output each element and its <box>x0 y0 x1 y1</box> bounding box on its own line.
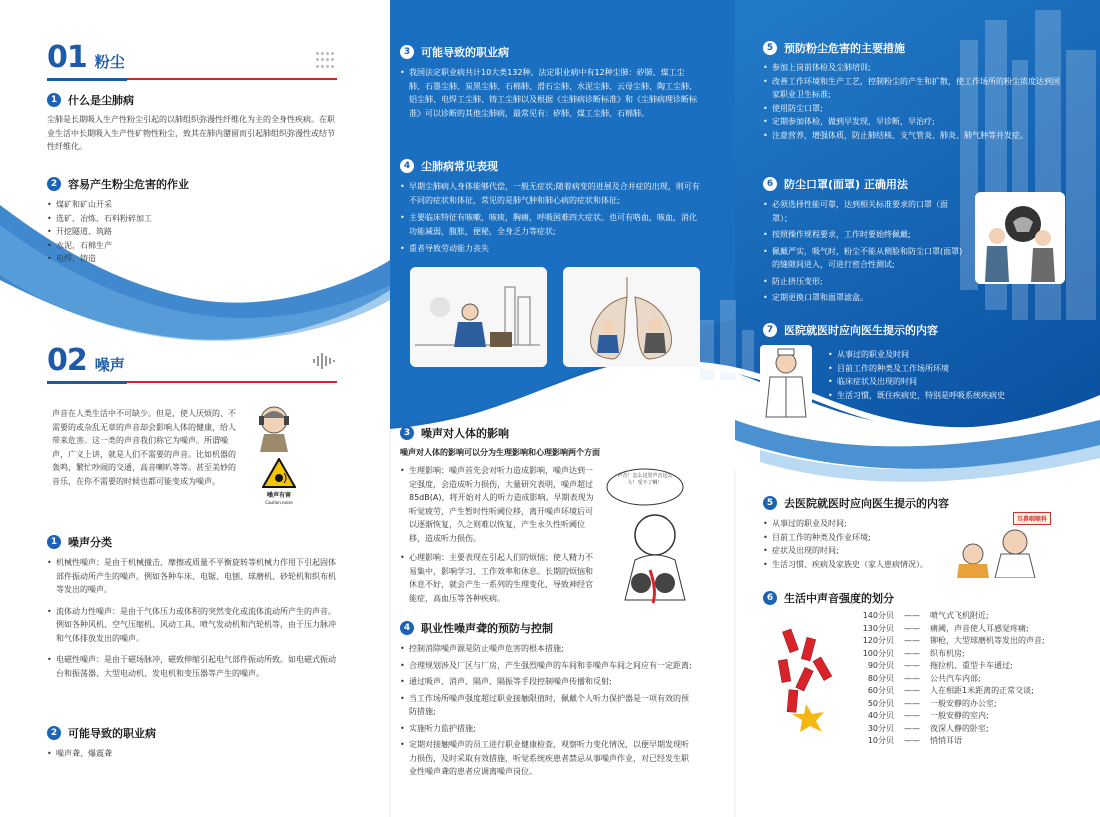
list-item: • 实施听力监护措施; <box>400 722 695 736</box>
list-item: • 改善工作环境和生产工艺，控制粉尘的产生和扩散，使工作场所的粉尘浓度达到国家职业卫生标准; <box>763 75 1063 102</box>
list-item: • 机械性噪声：是由于机械撞击、摩擦或质量不平衡旋转等机械力作用下引起固体部件振动所产生的噪声。例如各种车床、电锯、电刨、球磨机、砂轮机和织布机等发出的噪声。 <box>47 556 337 597</box>
list-item: • 生活习惯，既往疾病史，特别是呼吸系统疾病史 <box>828 389 1078 403</box>
list-item: • 生理影响：噪声首先会对听力造成影响，噪声达到一定强度，会造成听力损伤，大量研究表明，噪声超过85dB(A)，将开始对人的听力造成影响。早期表现为听觉疲劳，产生暂时性听阈位移，离开噪声环境后可以逐渐恢复，久之则难以恢复，产生永久性听阈位移，造成听力损伤。 <box>400 464 600 545</box>
list-item: • 生活习惯、疾病及家族史（家人患病情况）。 <box>763 558 1063 572</box>
q-title: 职业性噪声聋的预防与控制 <box>421 622 553 635</box>
q-title: 生活中声音强度的划分 <box>784 592 894 605</box>
list-item: • 参加上岗前体检及尘肺培训; <box>763 61 1063 75</box>
list-item: • 防止挤压变形; <box>763 275 963 289</box>
section-number: 02 <box>47 343 87 378</box>
title-underline-red <box>127 381 337 383</box>
title-underline <box>47 78 127 81</box>
sound-level-row: 90分贝 —— 拖拉机、重型卡车通过; <box>867 661 1013 670</box>
sound-level-row: 50分贝 —— 一般安静的办公室; <box>867 698 997 708</box>
title-underline <box>47 381 127 384</box>
ent-doctor-illustration <box>945 510 1055 578</box>
list-item: • 主要临床特征有咳嗽，咳痰，胸痛，呼吸困难四大症状。也可有咯血，咳血，消化功能减弱，腹胀，便秘，全身乏力等症状; <box>400 211 700 238</box>
doctor-illustration <box>760 345 812 420</box>
dusty-worker-illustration <box>410 267 547 367</box>
q-title: 什么是尘肺病 <box>68 94 134 107</box>
section-title: 粉尘 <box>94 53 125 71</box>
number-badge: 4 <box>400 621 414 635</box>
s1-q7 <box>763 322 1063 338</box>
mask-illustration <box>975 192 1065 284</box>
q-title: 容易产生粉尘危害的作业 <box>68 178 189 191</box>
list-item: • 从事过的职业及时间; <box>763 517 1063 531</box>
q-title: 医院就医时应向医生提示的内容 <box>784 324 938 337</box>
warning-triangle-icon <box>262 458 296 488</box>
list-item: • 电焊，铸造 <box>47 252 337 266</box>
headache-man-illustration <box>605 465 700 605</box>
list-item: • 目前工作的种类及工作场所环境 <box>828 362 1078 376</box>
list-item: • 定期更换口罩和面罩滤盒。 <box>763 291 963 305</box>
s1-q6 <box>763 176 963 305</box>
number-badge: 7 <box>763 323 777 337</box>
title-underline-red <box>127 78 337 80</box>
sound-level-row: 140分贝 —— 喷气式飞机附近; <box>862 611 989 620</box>
number-badge: 3 <box>400 45 414 59</box>
sign-sublabel: Caution,noise <box>265 500 293 505</box>
list-item: • 注意营养，增强体质，防止肺结核、支气管炎、肺炎、肺气肿等并发症。 <box>763 129 1063 143</box>
list-item: • 目前工作的种类及作业环境; <box>763 531 1063 545</box>
sign-label: 噪声有害 <box>266 492 291 499</box>
list-item: • 通过吸声、消声、隔声、隔振等手段控制噪声传播和反射; <box>400 675 695 689</box>
list-item: • 心理影响：主要表现在引起人们的烦恼；使人精力不易集中，影响学习、工作效率和休息。长期的烦恼和休息不好，就会产生一系列的生理变化，导致神经官能症，高血压等各种疾病。 <box>400 551 600 605</box>
number-badge: 4 <box>400 159 414 173</box>
s2-q4 <box>400 620 695 779</box>
noisy-man-illustration <box>250 400 298 452</box>
list-item: • 佩戴严实，吸气时，粉尘不能从侧脸和防尘口罩(面罩)的缝隙间进入，可进行密合性测试; <box>763 245 963 272</box>
noise-intro: 声音在人类生活中不可缺少。但是，使人厌烦的、不需要的或杂乱无章的声音却会影响人体的健康，给人带来危害。这一类的声音我们称它为噪声。所谓噪声，广义上讲，就是人们不需要的声音。比如机器的轰鸣，繁忙吵闹的交通，高音喇叭等等。甚至美妙的音乐，在你不需要的时候也都可能变成为噪声。 <box>52 409 236 486</box>
number-badge: 1 <box>47 93 61 107</box>
list-item: • 我国法定职业病共计10大类132种。法定职业病中有12种尘肺：矽肺、煤工尘肺、石墨尘肺、炭黑尘肺、石棉肺、滑石尘肺、水泥尘肺、云母尘肺、陶工尘肺、铝尘肺、电焊工尘肺、铸工尘肺以及根据《尘肺病诊断标准》和《尘肺病理诊断标准》可以诊断的其他尘肺病，最常见有：矽肺、煤工尘肺、石棉肺。 <box>400 66 700 120</box>
s1-q1 <box>47 92 337 154</box>
number-badge: 2 <box>47 177 61 191</box>
list-item: • 症状及出现的时间; <box>763 544 1063 558</box>
list-item: • 临床症状及出现的时间 <box>828 375 1078 389</box>
q-title: 防尘口罩(面罩) 正确用法 <box>784 178 908 191</box>
q-subtitle: 噪声对人体的影响可以分为生理影响和心理影响两个方面 <box>400 448 600 457</box>
section-02-header <box>47 343 125 378</box>
s1-q5 <box>763 40 1063 142</box>
sound-level-row: 60分贝 —— 人在相距1米距离的正常交谈; <box>867 686 1034 695</box>
sound-level-list <box>858 610 1045 748</box>
list-item: • 必须选择性能可靠，达到相关标准要求的口罩（面罩）； <box>763 198 963 225</box>
q-title: 噪声对人体的影响 <box>421 427 509 440</box>
list-item: • 使用防尘口罩; <box>763 102 1063 116</box>
sound-level-row: 30分贝 —— 夜深人静的卧室; <box>867 723 989 733</box>
q-title: 噪声分类 <box>68 536 112 549</box>
list-item: • 合理规划涉及厂区与厂房，产生强烈噪声的车间和非噪声车间之间应有一定距离; <box>400 659 695 673</box>
s2-q6 <box>763 590 1063 606</box>
sound-level-row: 120分贝 —— 铆枪，大型球磨机等发出的声音; <box>862 636 1045 645</box>
ent-department-sign: 耳鼻咽喉科 <box>1013 512 1051 525</box>
q-title: 可能导致的职业病 <box>68 727 156 740</box>
list-item: • 开挖隧道、筑路 <box>47 225 337 239</box>
number-badge: 1 <box>47 535 61 549</box>
q-title: 可能导致的职业病 <box>421 46 509 59</box>
section-title: 噪声 <box>94 356 125 374</box>
section-number: 01 <box>47 40 87 75</box>
list-item: • 水泥，石棉生产 <box>47 239 337 253</box>
q-title: 预防粉尘危害的主要措施 <box>784 42 905 55</box>
number-badge: 6 <box>763 591 777 605</box>
s2-q2 <box>47 725 337 761</box>
sound-level-row: 10分贝 —— 悄悄耳语 <box>867 736 962 745</box>
s1-q2 <box>47 176 337 266</box>
s1-q4 <box>400 158 700 256</box>
list-item: • 当工作场所噪声强度超过职业接触限值时，佩戴个人听力保护器是一项有效的预防措施; <box>400 692 695 719</box>
number-badge: 2 <box>47 726 61 740</box>
number-badge: 5 <box>763 41 777 55</box>
number-badge: 3 <box>400 426 414 440</box>
s1-q7-list <box>828 348 1078 402</box>
sound-wave-icon <box>312 352 336 370</box>
section-01-header <box>47 40 125 75</box>
list-item: • 控制消除噪声源是防止噪声危害的根本措施; <box>400 642 695 656</box>
list-item: • 按照操作规程要求，工作时要始终佩戴; <box>763 228 963 242</box>
list-item: • 早期尘肺病人身体能够代偿，一般无症状;随着病变的进展及合并症的出现，则可有不同的症状和体征，常见的是肺气肿和肺心病的症状和体征; <box>400 180 700 207</box>
speech-bubble: 声音！怎么这里声音这么大！受不了啊！ <box>617 473 673 486</box>
list-item: • 煤矿和矿山开采 <box>47 198 337 212</box>
q-title: 去医院就医时应向医生提示的内容 <box>784 497 949 510</box>
sound-level-row: 40分贝 —— 一般安静的室内; <box>867 711 989 720</box>
sound-level-row: 100分贝 —— 织布机房; <box>862 648 965 658</box>
list-item: • 定期对接触噪声的员工进行职业健康检查，观察听力变化情况，以便早期发现听力损伤，及时采取有效措施，听觉系统疾患者禁忌从事噪声作业，对已经发生职业性噪声聋的患者应调离噪声岗位。 <box>400 738 695 779</box>
noise-warning-sign <box>256 458 302 505</box>
list-item: • 选矿、冶炼、石料粉碎加工 <box>47 212 337 226</box>
grid-dots-icon <box>316 52 334 70</box>
q-text: 尘肺是长期吸入生产性粉尘引起的以肺组织弥漫性纤维化为主的全身性疾病。在职业生活中长期吸入生产性矿物性粉尘，致其在肺内潴留而引起肺组织弥漫性或结节性纤维化。 <box>47 115 335 151</box>
number-badge: 5 <box>763 496 777 510</box>
s1-q3 <box>400 44 700 120</box>
sound-level-row: 80分贝 —— 公共汽车内部; <box>867 673 981 683</box>
list-item: • 电磁性噪声：是由于磁场脉冲，磁致伸缩引起电气部件振动所致。如电磁式振动台和振荡器、大型电动机、发电机和变压器等产生的噪声。 <box>47 653 337 680</box>
s2-q1 <box>47 534 337 680</box>
list-item: • 定期参加体检，做到早发现，早诊断，早治疗; <box>763 115 1063 129</box>
sound-level-row: 130分贝 —— 痛阈，声音使人耳感觉疼痛; <box>862 623 1029 633</box>
list-item: • 噪声聋、爆震聋 <box>47 747 337 761</box>
q-title: 尘肺病常见表现 <box>421 160 498 173</box>
number-badge: 6 <box>763 177 777 191</box>
list-item: • 流体动力性噪声：是由于气体压力或体积的突然变化或流体流动所产生的声音。例如各种风机、空气压缩机、风动工具、喷气发动机和汽轮机等，由于压力脉冲和气体排放发出的噪声。 <box>47 605 337 646</box>
list-item: • 重者导致劳动能力丧失 <box>400 242 700 256</box>
lungs-illustration <box>563 267 700 367</box>
firecracker-illustration <box>766 620 846 735</box>
list-item: • 从事过的职业及时间 <box>828 348 1078 362</box>
